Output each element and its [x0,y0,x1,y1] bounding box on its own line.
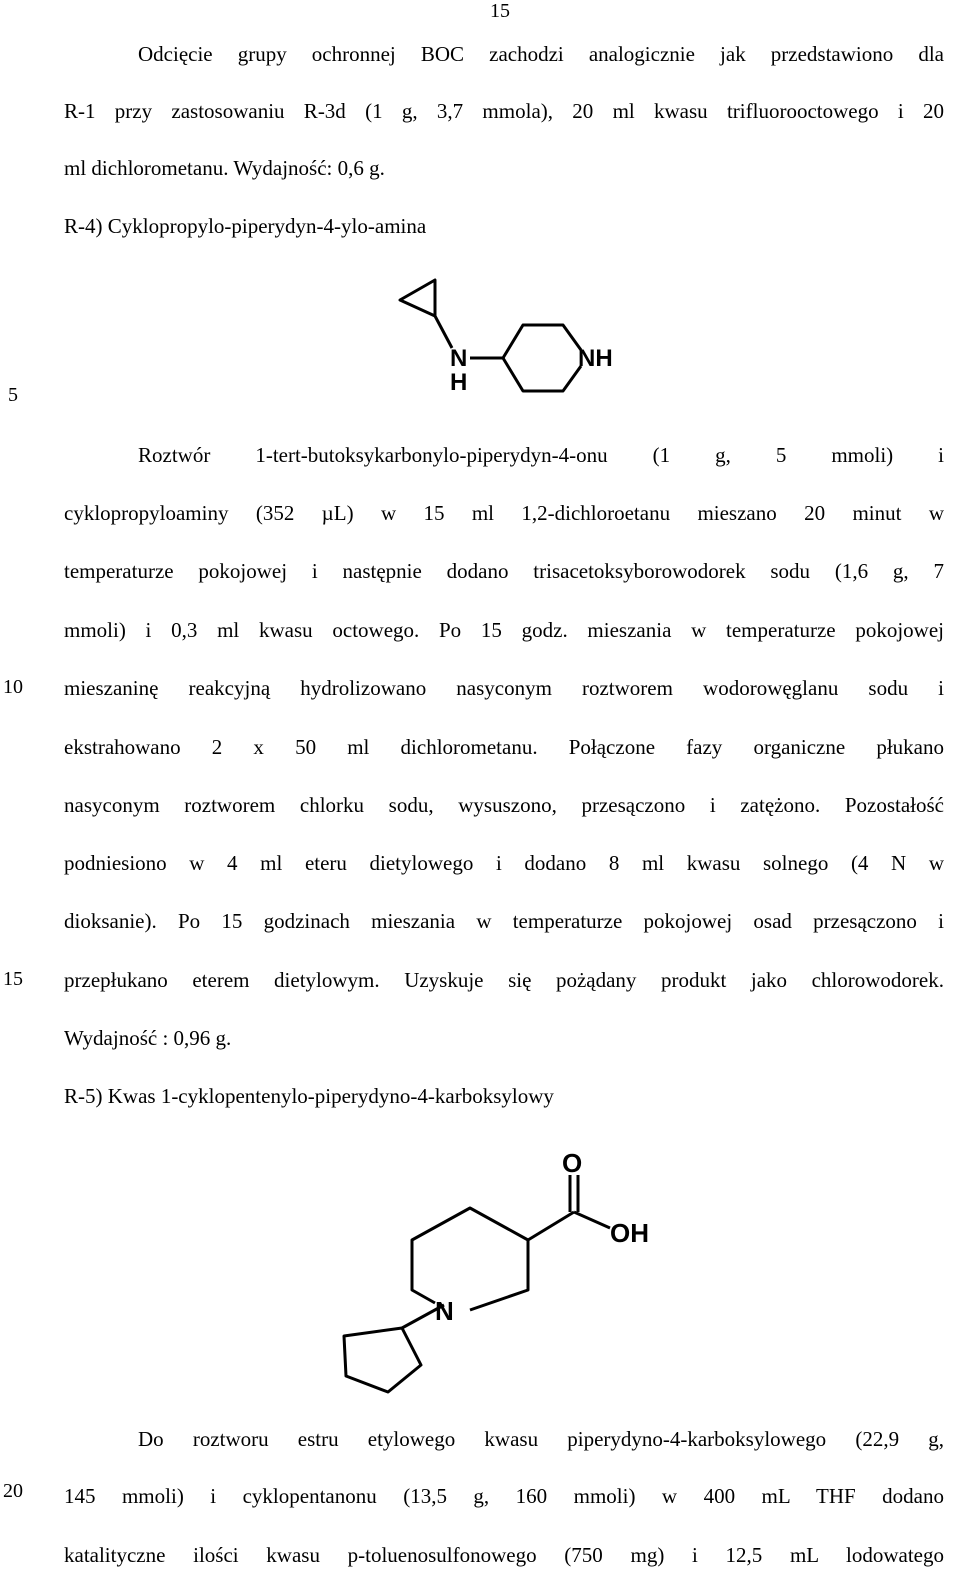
ring-nh-label: NH [578,345,613,372]
r5-para-line-3: katalityczne ilości kwasu p-toluenosulfonowego (750 mg) i 12,5 mL lodowatego [64,1543,944,1567]
page-number: 15 [490,0,510,22]
r4-para-line-9: dioksanie). Po 15 godzinach mieszania w temperaturze pokojowej osad przesączono i [64,909,944,933]
piperidine-ring-lower [503,358,581,391]
line-number-10: 10 [3,676,23,698]
r4-para-line-4: mmoli) i 0,3 ml kwasu octowego. Po 15 godz. mieszania w temperaturze pokojowej [64,618,944,642]
r5-para-line-2: 145 mmoli) i cyklopentanonu (13,5 g, 160 mmoli) w 400 mL THF dodano [64,1484,944,1508]
intro-line-2: R-1 przy zastosowaniu R-3d (1 g, 3,7 mmola), 20 ml kwasu trifluorooctowego i 20 [64,99,944,123]
r5-heading: R-5) Kwas 1-cyklopentenylo-piperydyno-4-karboksylowy [64,1084,554,1108]
line-number-15: 15 [3,968,23,990]
r4-structure-diagram [380,270,640,400]
ring-carboxyl-bond [528,1212,574,1240]
amine-n-label: N [450,345,468,372]
r5-structure-diagram [320,1140,660,1400]
amine-h-label: H [450,369,468,396]
intro-line-1: Odcięcie grupy ochronnej BOC zachodzi analogicznie jak przedstawiono dla [138,42,944,66]
r4-para-line-10: przepłukano eterem dietylowym. Uzyskuje się pożądany produkt jako chlorowodorek. [64,968,944,992]
r4-para-line-1: Roztwór 1-tert-butoksykarbonylo-piperydyn-4-onu (1 g, 5 mmoli) i [138,443,944,467]
r4-para-line-6: ekstrahowano 2 x 50 ml dichlorometanu. Połączone fazy organiczne płukano [64,735,944,759]
r4-para-line-3: temperaturze pokojowej i następnie dodano trisacetoksyborowodorek sodu (1,6 g, 7 [64,559,944,583]
r4-para-line-2: cyklopropyloaminy (352 µL) w 15 ml 1,2-dichloroetanu mieszano 20 minut w [64,501,944,525]
cyclopentyl-ring [344,1328,421,1392]
cyclopropyl-ring [400,280,435,316]
r4-para-line-5: mieszaninę reakcyjną hydrolizowano nasyconym roztworem wodorowęglanu sodu i [64,676,944,700]
hydroxyl-oh-label: OH [610,1218,649,1248]
ring-n-label: N [435,1296,454,1326]
line-number-20: 20 [3,1480,23,1502]
r4-para-line-7: nasyconym roztworem chlorku sodu, wysuszono, przesączono i zatężono. Pozostałość [64,793,944,817]
c-oh-bond [574,1212,610,1228]
carbonyl-o-label: O [562,1148,583,1178]
cyclopropyl-n-bond [435,316,452,348]
piperidine-left-side [412,1208,528,1303]
line-number-5: 5 [8,384,18,406]
piperidine-ring-upper [503,325,581,358]
r4-para-line-8: podniesiono w 4 ml eteru dietylowego i dodano 8 ml kwasu solnego (4 N w [64,851,944,875]
piperidine-right-side [470,1240,528,1310]
r4-heading: R-4) Cyklopropylo-piperydyn-4-ylo-amina [64,214,427,238]
intro-line-3: ml dichlorometanu. Wydajność: 0,6 g. [64,156,385,180]
r4-para-line-11: Wydajność : 0,96 g. [64,1026,232,1050]
r5-para-line-1: Do roztworu estru etylowego kwasu piperydyno-4-karboksylowego (22,9 g, [138,1427,944,1451]
